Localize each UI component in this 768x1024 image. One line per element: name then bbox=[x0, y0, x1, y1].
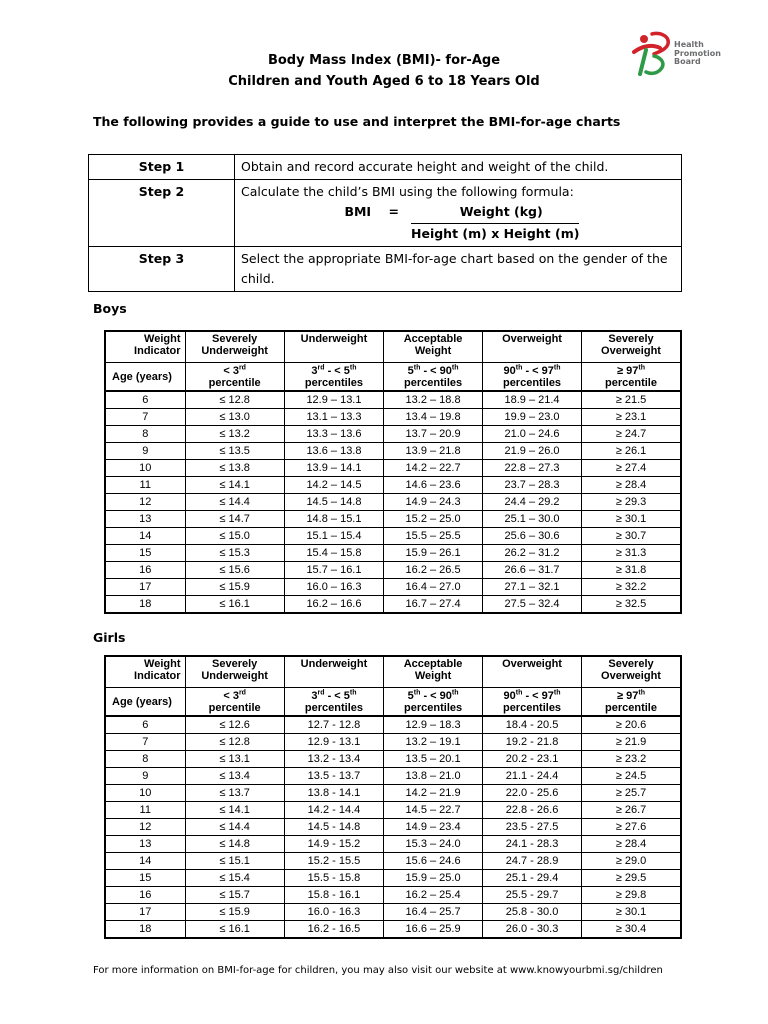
percentile-word: percentiles bbox=[304, 701, 364, 714]
percentile-header bbox=[483, 363, 582, 392]
age-cell: 12 bbox=[105, 494, 185, 511]
bmi-range-cell: 16.4 – 27.0 bbox=[384, 579, 483, 596]
category-header: Overweight bbox=[483, 656, 582, 688]
formula-numerator: Weight (kg) bbox=[411, 202, 579, 224]
percentile-word: percentile bbox=[208, 701, 261, 714]
bmi-range-cell: ≤ 16.1 bbox=[185, 596, 284, 614]
logo-word-2: Promotion bbox=[674, 48, 721, 58]
age-cell: 11 bbox=[105, 802, 185, 819]
bmi-range-cell: ≥ 32.5 bbox=[582, 596, 682, 614]
bmi-range-cell: 13.1 – 13.3 bbox=[284, 409, 383, 426]
age-cell: 15 bbox=[105, 870, 185, 887]
bmi-range-cell: 13.9 – 14.1 bbox=[284, 460, 383, 477]
percentile-range: 90th - < 97th bbox=[503, 688, 561, 702]
table-row bbox=[105, 545, 681, 562]
bmi-range-cell: 25.1 – 30.0 bbox=[483, 511, 582, 528]
bmi-range-cell: ≥ 28.4 bbox=[582, 477, 682, 494]
bmi-range-cell: 16.2 – 16.6 bbox=[284, 596, 383, 614]
bmi-range-cell: ≤ 13.1 bbox=[185, 751, 284, 768]
hpb-logo bbox=[630, 30, 730, 80]
bmi-range-cell: 20.2 - 23.1 bbox=[483, 751, 582, 768]
step-text: Obtain and record accurate height and weight of the child. bbox=[235, 155, 682, 180]
bmi-range-cell: 19.2 - 21.8 bbox=[483, 734, 582, 751]
bmi-range-cell: ≤ 15.9 bbox=[185, 579, 284, 596]
weight-indicator-header: Weight Indicator bbox=[105, 656, 185, 688]
intro-text: The following provides a guide to use and interpret the BMI-for-age charts bbox=[93, 114, 621, 129]
bmi-range-cell: 26.2 – 31.2 bbox=[483, 545, 582, 562]
table-row bbox=[105, 391, 681, 409]
category-header: Acceptable Weight bbox=[384, 331, 483, 363]
bmi-range-cell: 24.1 - 28.3 bbox=[483, 836, 582, 853]
formula-fraction bbox=[411, 202, 579, 244]
bmi-range-cell: ≤ 14.7 bbox=[185, 511, 284, 528]
bmi-range-cell: 14.2 – 14.5 bbox=[284, 477, 383, 494]
bmi-range-cell: 14.9 – 23.4 bbox=[384, 819, 483, 836]
bmi-range-cell: ≥ 27.6 bbox=[582, 819, 682, 836]
bmi-range-cell: 24.4 – 29.2 bbox=[483, 494, 582, 511]
bmi-range-cell: 14.2 – 21.9 bbox=[384, 785, 483, 802]
age-cell: 17 bbox=[105, 904, 185, 921]
bmi-range-cell: 14.5 - 14.8 bbox=[284, 819, 383, 836]
bmi-range-cell: 19.9 – 23.0 bbox=[483, 409, 582, 426]
bmi-range-cell: ≥ 31.8 bbox=[582, 562, 682, 579]
bmi-range-cell: 14.5 – 14.8 bbox=[284, 494, 383, 511]
bmi-formula bbox=[241, 202, 675, 244]
table-row bbox=[105, 870, 681, 887]
bmi-range-cell: 13.2 - 13.4 bbox=[284, 751, 383, 768]
category-header: Severely Overweight bbox=[582, 331, 682, 363]
age-cell: 11 bbox=[105, 477, 185, 494]
table-row bbox=[105, 904, 681, 921]
bmi-range-cell: 25.5 - 29.7 bbox=[483, 887, 582, 904]
age-cell: 18 bbox=[105, 921, 185, 939]
bmi-range-cell: 13.2 – 19.1 bbox=[384, 734, 483, 751]
bmi-range-cell: ≤ 15.4 bbox=[185, 870, 284, 887]
girls-bmi-table bbox=[104, 655, 682, 939]
bmi-range-cell: 15.5 – 25.5 bbox=[384, 528, 483, 545]
table-row bbox=[105, 853, 681, 870]
weight-indicator-header: Weight Indicator bbox=[105, 331, 185, 363]
percentile-range: 5th - < 90th bbox=[407, 363, 459, 377]
bmi-range-cell: 15.4 – 15.8 bbox=[284, 545, 383, 562]
category-header: Underweight bbox=[284, 331, 383, 363]
step-text: Calculate the child’s BMI using the following formula: bbox=[241, 184, 574, 199]
percentile-word: percentiles bbox=[502, 376, 562, 389]
step-text: Select the appropriate BMI-for-age chart based on the gender of the child. bbox=[235, 247, 682, 292]
percentile-word: percentile bbox=[605, 701, 657, 714]
table-row bbox=[105, 409, 681, 426]
table-row bbox=[105, 443, 681, 460]
table-row bbox=[105, 494, 681, 511]
category-header: Acceptable Weight bbox=[384, 656, 483, 688]
step-label: Step 2 bbox=[89, 180, 235, 247]
hpb-logo-icon bbox=[630, 30, 676, 80]
percentile-range: ≥ 97th bbox=[617, 363, 645, 377]
bmi-range-cell: 21.0 – 24.6 bbox=[483, 426, 582, 443]
bmi-range-cell: 27.5 – 32.4 bbox=[483, 596, 582, 614]
bmi-range-cell: 23.5 - 27.5 bbox=[483, 819, 582, 836]
percentile-word: percentiles bbox=[304, 376, 364, 389]
table-row bbox=[105, 768, 681, 785]
bmi-range-cell: 16.7 – 27.4 bbox=[384, 596, 483, 614]
bmi-range-cell: ≤ 13.8 bbox=[185, 460, 284, 477]
logo-word-1: Health bbox=[674, 40, 704, 49]
age-cell: 9 bbox=[105, 768, 185, 785]
bmi-range-cell: 13.5 – 20.1 bbox=[384, 751, 483, 768]
category-header: Underweight bbox=[284, 656, 383, 688]
step-label: Step 3 bbox=[89, 247, 235, 292]
table-row bbox=[105, 426, 681, 443]
percentile-header bbox=[384, 688, 483, 717]
bmi-range-cell: ≤ 13.5 bbox=[185, 443, 284, 460]
bmi-range-cell: ≥ 24.7 bbox=[582, 426, 682, 443]
percentile-header bbox=[185, 363, 284, 392]
bmi-range-cell: 16.2 – 25.4 bbox=[384, 887, 483, 904]
age-cell: 17 bbox=[105, 579, 185, 596]
table-row bbox=[105, 562, 681, 579]
bmi-range-cell: ≥ 23.1 bbox=[582, 409, 682, 426]
bmi-range-cell: 27.1 – 32.1 bbox=[483, 579, 582, 596]
bmi-range-cell: 26.0 - 30.3 bbox=[483, 921, 582, 939]
step-row-2 bbox=[89, 180, 682, 247]
bmi-range-cell: ≥ 32.2 bbox=[582, 579, 682, 596]
category-header: Severely Underweight bbox=[185, 656, 284, 688]
bmi-range-cell: ≥ 29.3 bbox=[582, 494, 682, 511]
percentile-header bbox=[582, 363, 682, 392]
bmi-range-cell: 16.2 – 26.5 bbox=[384, 562, 483, 579]
title-line-2: Children and Youth Aged 6 to 18 Years Old bbox=[228, 74, 540, 89]
age-header: Age (years) bbox=[105, 688, 185, 717]
table-row bbox=[105, 819, 681, 836]
boys-heading: Boys bbox=[93, 301, 127, 316]
bmi-range-cell: ≤ 13.0 bbox=[185, 409, 284, 426]
bmi-range-cell: ≥ 21.9 bbox=[582, 734, 682, 751]
bmi-range-cell: 21.9 – 26.0 bbox=[483, 443, 582, 460]
logo-wordmark bbox=[674, 41, 721, 67]
percentile-range: < 3rd bbox=[223, 688, 246, 702]
bmi-range-cell: ≤ 14.1 bbox=[185, 802, 284, 819]
age-cell: 14 bbox=[105, 528, 185, 545]
table-row bbox=[105, 460, 681, 477]
age-cell: 7 bbox=[105, 409, 185, 426]
header-row-categories bbox=[105, 656, 681, 688]
bmi-range-cell: ≥ 26.1 bbox=[582, 443, 682, 460]
category-header: Overweight bbox=[483, 331, 582, 363]
percentile-word: percentile bbox=[605, 376, 657, 389]
bmi-range-cell: 15.5 - 15.8 bbox=[284, 870, 383, 887]
bmi-range-cell: 15.1 – 15.4 bbox=[284, 528, 383, 545]
bmi-range-cell: 13.8 - 14.1 bbox=[284, 785, 383, 802]
boys-bmi-table bbox=[104, 330, 682, 614]
bmi-range-cell: ≤ 13.2 bbox=[185, 426, 284, 443]
table-row bbox=[105, 836, 681, 853]
bmi-range-cell: ≤ 15.0 bbox=[185, 528, 284, 545]
bmi-range-cell: ≥ 27.4 bbox=[582, 460, 682, 477]
bmi-range-cell: 14.9 – 24.3 bbox=[384, 494, 483, 511]
age-cell: 18 bbox=[105, 596, 185, 614]
bmi-range-cell: 21.1 - 24.4 bbox=[483, 768, 582, 785]
bmi-range-cell: 13.8 – 21.0 bbox=[384, 768, 483, 785]
percentile-word: percentile bbox=[208, 376, 261, 389]
step-text-cell bbox=[235, 180, 682, 247]
bmi-range-cell: 24.7 - 28.9 bbox=[483, 853, 582, 870]
age-cell: 8 bbox=[105, 426, 185, 443]
age-cell: 9 bbox=[105, 443, 185, 460]
bmi-range-cell: 25.8 - 30.0 bbox=[483, 904, 582, 921]
bmi-range-cell: 16.0 – 16.3 bbox=[284, 579, 383, 596]
age-cell: 10 bbox=[105, 785, 185, 802]
bmi-range-cell: ≥ 29.0 bbox=[582, 853, 682, 870]
bmi-range-cell: 13.6 – 13.8 bbox=[284, 443, 383, 460]
bmi-range-cell: 12.9 - 13.1 bbox=[284, 734, 383, 751]
age-cell: 14 bbox=[105, 853, 185, 870]
bmi-range-cell: 23.7 – 28.3 bbox=[483, 477, 582, 494]
header-row-categories bbox=[105, 331, 681, 363]
bmi-range-cell: 12.9 – 18.3 bbox=[384, 716, 483, 734]
bmi-range-cell: ≥ 29.8 bbox=[582, 887, 682, 904]
bmi-range-cell: 25.6 – 30.6 bbox=[483, 528, 582, 545]
bmi-range-cell: ≥ 28.4 bbox=[582, 836, 682, 853]
bmi-range-cell: 14.2 - 14.4 bbox=[284, 802, 383, 819]
bmi-range-cell: 13.5 - 13.7 bbox=[284, 768, 383, 785]
formula-denominator: Height (m) x Height (m) bbox=[411, 226, 580, 241]
bmi-range-cell: ≤ 15.7 bbox=[185, 887, 284, 904]
bmi-range-cell: ≤ 14.8 bbox=[185, 836, 284, 853]
table-row bbox=[105, 579, 681, 596]
bmi-range-cell: 15.9 – 25.0 bbox=[384, 870, 483, 887]
percentile-range: 3rd - < 5th bbox=[311, 363, 357, 377]
bmi-range-cell: ≤ 13.7 bbox=[185, 785, 284, 802]
formula-lhs: BMI = bbox=[344, 204, 399, 219]
age-cell: 8 bbox=[105, 751, 185, 768]
bmi-range-cell: 15.8 - 16.1 bbox=[284, 887, 383, 904]
bmi-range-cell: 13.7 – 20.9 bbox=[384, 426, 483, 443]
bmi-range-cell: 15.7 – 16.1 bbox=[284, 562, 383, 579]
logo-word-3: Board bbox=[674, 57, 701, 66]
bmi-range-cell: ≥ 30.7 bbox=[582, 528, 682, 545]
table-row bbox=[105, 511, 681, 528]
bmi-range-cell: ≤ 12.8 bbox=[185, 734, 284, 751]
bmi-range-cell: ≤ 14.4 bbox=[185, 494, 284, 511]
age-cell: 15 bbox=[105, 545, 185, 562]
age-cell: 6 bbox=[105, 716, 185, 734]
bmi-range-cell: 13.9 – 21.8 bbox=[384, 443, 483, 460]
bmi-range-cell: ≥ 30.1 bbox=[582, 511, 682, 528]
percentile-header bbox=[582, 688, 682, 717]
bmi-range-cell: ≥ 24.5 bbox=[582, 768, 682, 785]
bmi-range-cell: 22.8 – 27.3 bbox=[483, 460, 582, 477]
steps-table bbox=[88, 154, 682, 292]
age-cell: 13 bbox=[105, 836, 185, 853]
table-row bbox=[105, 785, 681, 802]
bmi-range-cell: ≤ 12.6 bbox=[185, 716, 284, 734]
bmi-range-cell: ≥ 21.5 bbox=[582, 391, 682, 409]
percentile-range: 5th - < 90th bbox=[407, 688, 459, 702]
bmi-range-cell: 13.2 – 18.8 bbox=[384, 391, 483, 409]
bmi-range-cell: 25.1 - 29.4 bbox=[483, 870, 582, 887]
bmi-range-cell: ≤ 15.9 bbox=[185, 904, 284, 921]
percentile-word: percentiles bbox=[502, 701, 562, 714]
bmi-range-cell: ≥ 31.3 bbox=[582, 545, 682, 562]
girls-heading: Girls bbox=[93, 630, 126, 645]
bmi-range-cell: ≥ 30.1 bbox=[582, 904, 682, 921]
bmi-range-cell: 14.9 - 15.2 bbox=[284, 836, 383, 853]
category-header: Severely Overweight bbox=[582, 656, 682, 688]
bmi-range-cell: ≥ 25.7 bbox=[582, 785, 682, 802]
bmi-range-cell: ≥ 29.5 bbox=[582, 870, 682, 887]
age-cell: 7 bbox=[105, 734, 185, 751]
bmi-range-cell: ≤ 14.1 bbox=[185, 477, 284, 494]
age-cell: 16 bbox=[105, 562, 185, 579]
bmi-range-cell: ≤ 15.1 bbox=[185, 853, 284, 870]
bmi-range-cell: 13.3 – 13.6 bbox=[284, 426, 383, 443]
table-row bbox=[105, 716, 681, 734]
bmi-range-cell: ≥ 26.7 bbox=[582, 802, 682, 819]
bmi-range-cell: 15.2 - 15.5 bbox=[284, 853, 383, 870]
bmi-range-cell: 22.8 - 26.6 bbox=[483, 802, 582, 819]
step-row-3 bbox=[89, 247, 682, 292]
percentile-range: ≥ 97th bbox=[617, 688, 645, 702]
bmi-range-cell: ≤ 13.4 bbox=[185, 768, 284, 785]
percentile-header bbox=[284, 363, 383, 392]
table-row bbox=[105, 921, 681, 939]
bmi-range-cell: ≤ 15.3 bbox=[185, 545, 284, 562]
step-label: Step 1 bbox=[89, 155, 235, 180]
percentile-header bbox=[384, 363, 483, 392]
header-row-percentiles bbox=[105, 363, 681, 392]
bmi-range-cell: 12.7 - 12.8 bbox=[284, 716, 383, 734]
bmi-range-cell: 22.0 - 25.6 bbox=[483, 785, 582, 802]
age-header: Age (years) bbox=[105, 363, 185, 392]
percentile-header bbox=[483, 688, 582, 717]
bmi-range-cell: 12.9 – 13.1 bbox=[284, 391, 383, 409]
bmi-range-cell: ≤ 14.4 bbox=[185, 819, 284, 836]
footer-note: For more information on BMI-for-age for children, you may also visit our website at www.knowyourbmi.sg/children bbox=[93, 965, 663, 976]
bmi-range-cell: 14.6 – 23.6 bbox=[384, 477, 483, 494]
bmi-range-cell: ≤ 12.8 bbox=[185, 391, 284, 409]
age-cell: 12 bbox=[105, 819, 185, 836]
bmi-range-cell: 16.2 - 16.5 bbox=[284, 921, 383, 939]
percentile-range: < 3rd bbox=[223, 363, 246, 377]
bmi-range-cell: ≤ 15.6 bbox=[185, 562, 284, 579]
bmi-range-cell: 18.9 – 21.4 bbox=[483, 391, 582, 409]
age-cell: 13 bbox=[105, 511, 185, 528]
category-header: Severely Underweight bbox=[185, 331, 284, 363]
bmi-range-cell: 16.6 – 25.9 bbox=[384, 921, 483, 939]
bmi-range-cell: ≥ 20.6 bbox=[582, 716, 682, 734]
table-row bbox=[105, 751, 681, 768]
table-row bbox=[105, 528, 681, 545]
bmi-range-cell: ≥ 23.2 bbox=[582, 751, 682, 768]
table-row bbox=[105, 802, 681, 819]
step-row-1 bbox=[89, 155, 682, 180]
table-row bbox=[105, 596, 681, 614]
bmi-range-cell: 16.0 - 16.3 bbox=[284, 904, 383, 921]
bmi-range-cell: 15.3 – 24.0 bbox=[384, 836, 483, 853]
bmi-range-cell: 14.2 – 22.7 bbox=[384, 460, 483, 477]
bmi-range-cell: 18.4 - 20.5 bbox=[483, 716, 582, 734]
bmi-range-cell: 16.4 – 25.7 bbox=[384, 904, 483, 921]
bmi-range-cell: 15.2 – 25.0 bbox=[384, 511, 483, 528]
age-cell: 16 bbox=[105, 887, 185, 904]
bmi-range-cell: 15.9 – 26.1 bbox=[384, 545, 483, 562]
percentile-range: 3rd - < 5th bbox=[311, 688, 357, 702]
table-row bbox=[105, 477, 681, 494]
bmi-range-cell: 15.6 – 24.6 bbox=[384, 853, 483, 870]
percentile-header bbox=[185, 688, 284, 717]
table-row bbox=[105, 887, 681, 904]
bmi-range-cell: 13.4 – 19.8 bbox=[384, 409, 483, 426]
bmi-range-cell: 14.8 – 15.1 bbox=[284, 511, 383, 528]
title-line-1: Body Mass Index (BMI)- for-Age bbox=[267, 53, 501, 68]
bmi-range-cell: 14.5 – 22.7 bbox=[384, 802, 483, 819]
age-cell: 6 bbox=[105, 391, 185, 409]
percentile-word: percentiles bbox=[404, 701, 463, 714]
bmi-range-cell: 26.6 – 31.7 bbox=[483, 562, 582, 579]
percentile-range: 90th - < 97th bbox=[503, 363, 561, 377]
percentile-header bbox=[284, 688, 383, 717]
table-row bbox=[105, 734, 681, 751]
bmi-range-cell: ≥ 30.4 bbox=[582, 921, 682, 939]
bmi-range-cell: ≤ 16.1 bbox=[185, 921, 284, 939]
age-cell: 10 bbox=[105, 460, 185, 477]
percentile-word: percentiles bbox=[404, 376, 463, 389]
header-row-percentiles bbox=[105, 688, 681, 717]
